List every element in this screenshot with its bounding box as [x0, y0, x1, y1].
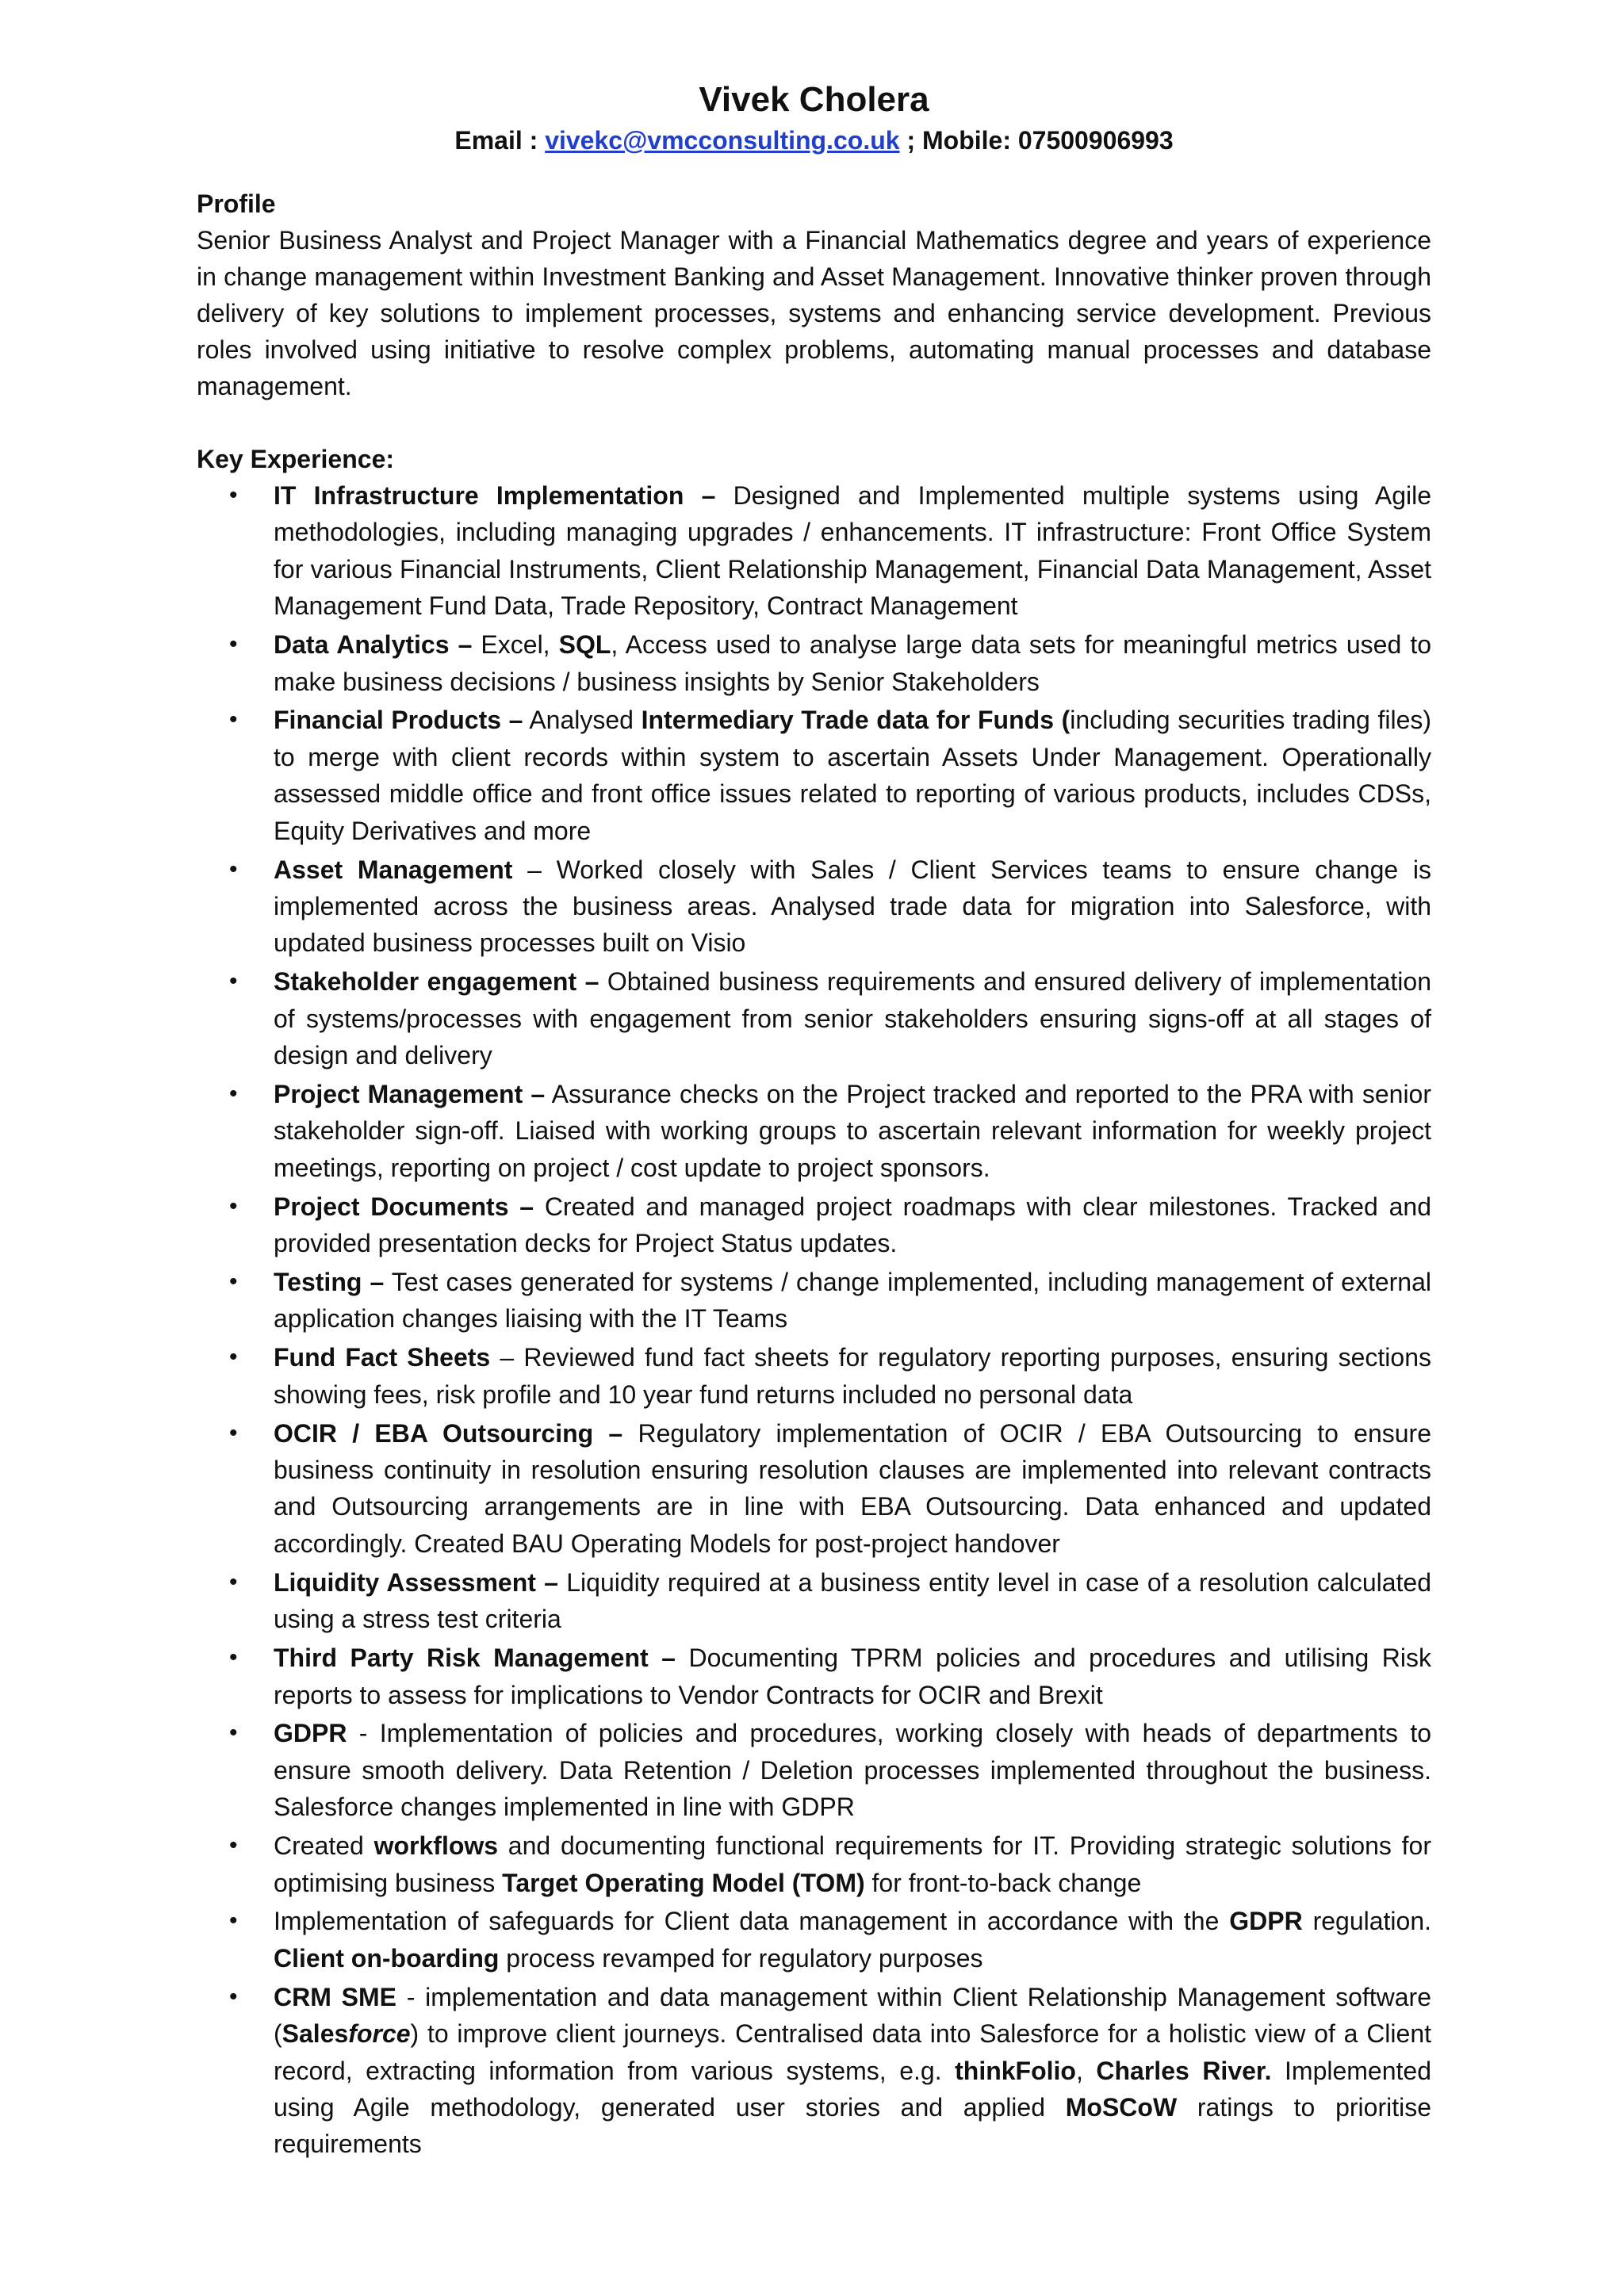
item-text: Documenting TPRM policies and procedures and utilising Risk reports to assess for implications to Vendor Contracts for OCIR and Brexit: [274, 1644, 1432, 1709]
experience-item: [197, 1640, 1431, 1713]
bullet-icon: •: [229, 631, 238, 658]
item-text: – Worked closely with Sales / Client Services teams to ensure change is implemented across the business areas. Analysed trade data for migration into Salesforce, with updated business processes built on Visio: [274, 855, 1431, 958]
item-text: Liquidity required at a business entity level in case of a resolution calculated using a stress test criteria: [274, 1567, 1432, 1634]
bold-text: Fund Fact Sheets: [274, 1343, 491, 1372]
bold-text: IT Infrastructure Implementation –: [274, 481, 716, 510]
item-text: regulation.: [1302, 1907, 1432, 1936]
experience-item: [197, 1415, 1431, 1563]
bullet-icon: •: [229, 855, 238, 882]
item-text: Regulatory implementation of OCIR / EBA Outsourcing to ensure business continuity in resolution ensuring resolution clauses are implemented into relevant contracts and Outsourcing arrangements are in line with EBA Outsourcing. Data enhanced and updated accordingly. Created BAU Operating Models for post-project handover: [274, 1418, 1432, 1558]
bold-text: MoSCoW: [1065, 2092, 1178, 2122]
mobile-info: ; Mobile: 07500906993: [899, 126, 1174, 155]
bold-text: Project Management –: [274, 1080, 546, 1108]
item-text: process revamped for regulatory purposes: [499, 1943, 983, 1973]
item-text: ratings to prioritise requirements: [274, 2092, 1431, 2159]
item-text: including securities trading files) to merge with client records within system to ascertain Assets Under Management. Operationally assessed middle office and front office issues related to reporting of various products, includes CDSs, Equity Derivatives and more: [274, 706, 1432, 845]
bullet-icon: •: [229, 706, 238, 733]
profile-heading: Profile: [197, 189, 276, 218]
item-text: and documenting functional requirements for IT. Providing strategic solutions for optimising business: [274, 1831, 1432, 1897]
item-text: , Access used to analyse large data sets for meaningful metrics used to make business decisions / business insights by Senior Stakeholders: [274, 630, 1432, 696]
email-label: Email :: [454, 126, 546, 155]
bold-text: Stakeholder engagement –: [274, 967, 599, 997]
item-text: Obtained business requirements and ensured delivery of implementation of systems/processes with engagement from senior stakeholders ensuring signs-off at all stages of design and delivery: [274, 967, 1432, 1070]
bold-text: Data Analytics –: [274, 630, 473, 660]
bold-text: SQL: [558, 630, 611, 660]
item-text: Implemented using Agile methodology, generated user stories and applied: [274, 2056, 1431, 2122]
bold-text: Liquidity Assessment –: [274, 1567, 558, 1597]
bold-text: Intermediary Trade data for Funds (: [641, 706, 1071, 735]
bold-italic-text: force: [348, 2019, 411, 2049]
experience-item: [197, 1827, 1431, 1901]
bullet-icon: •: [229, 1344, 238, 1371]
bullet-icon: •: [229, 1192, 238, 1219]
candidate-name: Vivek Cholera: [699, 80, 929, 119]
experience-item: [197, 1564, 1431, 1638]
item-text: ) to improve client journeys. Centralised data into Salesforce for a holistic view of a Client record, extracting information from various systems, e.g.: [274, 2019, 1431, 2085]
bullet-icon: •: [229, 1720, 238, 1747]
bold-text: workflows: [373, 1831, 499, 1861]
experience-item: [197, 1188, 1431, 1262]
bold-text: Project Documents –: [274, 1192, 534, 1221]
bullet-icon: •: [229, 968, 238, 995]
experience-item: [197, 1979, 1431, 2163]
bold-text: Client on-boarding: [274, 1943, 500, 1973]
bullet-icon: •: [229, 1568, 238, 1595]
contact-line: [197, 124, 1431, 157]
experience-item: [197, 1264, 1431, 1337]
item-text: for front-to-back change: [864, 1868, 1142, 1897]
item-text: - Implementation of policies and procedures, working closely with heads of departments to ensure smooth delivery. Data Retention / Deletion processes implemented throughout the business. Salesforce changes implemented in line with GDPR: [274, 1719, 1431, 1822]
bullet-icon: •: [229, 1832, 238, 1859]
bullet-icon: •: [229, 1983, 238, 2010]
email-link[interactable]: vivekc@vmcconsulting.co.uk: [545, 126, 900, 155]
bold-text: Third Party Risk Management –: [274, 1644, 676, 1673]
profile-text: Senior Business Analyst and Project Manager with a Financial Mathematics degree and years of experience in change management within Investment Banking and Asset Management. Innovative thinker proven through delivery of key solutions to implement processes, systems and enhancing service development. Previous roles involved using initiative to resolve complex problems, automating manual processes and database management.: [197, 226, 1431, 400]
bold-text: OCIR / EBA Outsourcing –: [274, 1418, 623, 1448]
key-experience-heading: Key Experience:: [197, 445, 395, 473]
experience-item: [197, 963, 1431, 1073]
item-text: - implementation and data management within Client Relationship Management software (: [274, 1982, 1432, 2049]
bullet-icon: •: [229, 482, 238, 508]
experience-item: [197, 1903, 1431, 1976]
item-text: Implementation of safeguards for Client data management in accordance with the: [274, 1907, 1230, 1936]
experience-item: [197, 477, 1431, 625]
experience-item: [197, 1339, 1431, 1413]
bullet-icon: •: [229, 1269, 238, 1295]
bold-text: CRM SME: [274, 1982, 396, 2011]
bold-text: GDPR: [1229, 1907, 1303, 1936]
item-text: Analysed: [523, 706, 642, 735]
bold-text: Target Operating Model (TOM): [502, 1868, 865, 1897]
bullet-icon: •: [229, 1081, 238, 1107]
experience-item: [197, 1076, 1431, 1186]
bold-text: Testing –: [274, 1268, 385, 1297]
item-text: Created: [274, 1831, 374, 1861]
bold-text: thinkFolio: [955, 2056, 1076, 2085]
key-experience-list: [197, 477, 1431, 2163]
experience-item: [197, 702, 1431, 849]
bold-text: Financial Products –: [274, 706, 523, 735]
experience-item: [197, 1715, 1431, 1825]
bullet-icon: •: [229, 1908, 238, 1934]
item-text: Created and managed project roadmaps with clear milestones. Tracked and provided presentation decks for Project Status updates.: [274, 1192, 1432, 1258]
bold-text: Sales: [282, 2019, 349, 2049]
bold-text: Charles River.: [1096, 2056, 1272, 2085]
item-text: Assurance checks on the Project tracked and reported to the PRA with senior stakeholder sign-off. Liaised with working groups to ascertain relevant information for weekly project meetings, reporting on project / cost update to project sponsors.: [274, 1080, 1432, 1182]
item-text: – Reviewed fund fact sheets for regulatory reporting purposes, ensuring sections showing fees, risk profile and 10 year fund returns included no personal data: [274, 1343, 1432, 1409]
bullet-icon: •: [229, 1644, 238, 1671]
bold-text: GDPR: [274, 1719, 347, 1748]
experience-item: [197, 851, 1431, 962]
item-text: Test cases generated for systems / change implemented, including management of external application changes liaising with the IT Teams: [274, 1268, 1432, 1334]
item-text: Excel,: [472, 630, 559, 660]
bullet-icon: •: [229, 1419, 238, 1446]
experience-item: [197, 626, 1431, 700]
item-text: ,: [1075, 2056, 1097, 2085]
bold-text: Asset Management: [274, 855, 513, 884]
item-text: Designed and Implemented multiple systems using Agile methodologies, including managing upgrades / enhancements. IT infrastructure: Front Office System for various Financial Instruments, Client Relationship Management, Financial Data Management, Asset Management Fund Data, Trade Repository, Contract Management: [274, 481, 1432, 621]
